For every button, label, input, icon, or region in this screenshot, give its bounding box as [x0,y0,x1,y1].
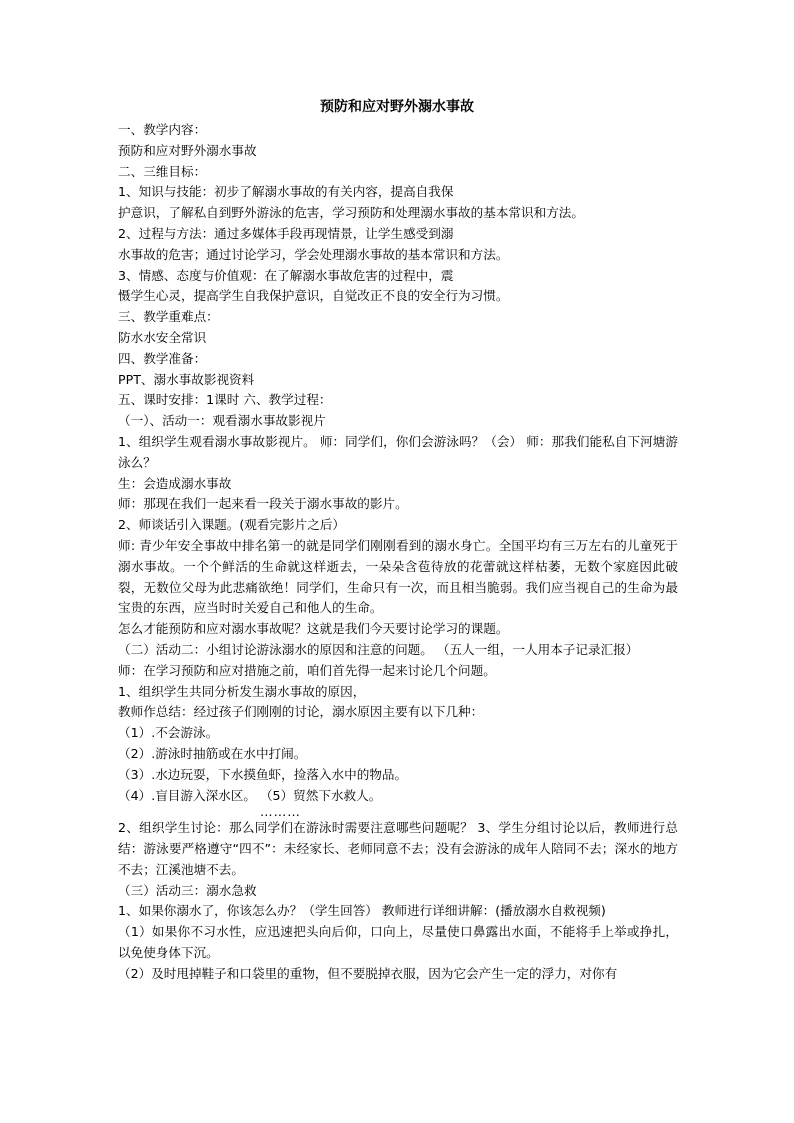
list-item: （4）.盲目游入深水区。 （5）贸然下水救人。 [118,787,382,803]
list-item: （1）.不会游泳。 [118,725,219,741]
paragraph-line: 慑学生心灵，提高学生自我保护意识，自觉改正不良的安全行为习惯。 [118,288,509,304]
section-heading: 四、教学准备： [118,350,207,366]
activity-heading: （二）活动二：小组讨论游泳溺水的原因和注意的问题。 （五人一组，一人用本子记录汇报） [118,641,639,657]
paragraph-line: 1、组织学生共同分析发生溺水事故的原因， [118,683,366,699]
activity-heading: （一）、活动一：观看溺水事故影视片 [118,413,326,429]
section-heading: 三、教学重难点： [118,309,219,325]
document-title: 预防和应对野外溺水事故 [320,99,474,115]
paragraph-line: 师：在学习预防和应对措施之前，咱们首先得一起来讨论几个问题。 [118,662,496,678]
paragraph-line: 1、知识与技能：初步了解溺水事故的有关内容，提高自我保 [118,184,454,200]
paragraph-line: 1、如果你溺水了，你该怎么办？（学生回答） 教师进行详细讲解：(播放溺水自救视频) [118,903,606,919]
activity-heading: （三）活动三：溺水急救 [118,882,257,898]
section-heading: 一、教学内容： [118,122,207,137]
paragraph: 师: 青少年安全事故中排名第一的就是同学们刚刚看到的溺水身亡。全国平均有三万左右的儿童死于溺水事故。一个个鲜活的生命就这样逝去，一朵朵含苞待放的花蕾就这样枯萎，无数个家庭因此破裂，无数位父母为此悲痛欲绝！同学们，生命只有一次，而且相当脆弱。我们应当视自己的生命为最宝贵的东西，应当时时关爱自己和他人的生命。 [118,537,678,616]
paragraph-line: PPT、溺水事故影视资料 [118,371,255,387]
paragraph: （1）如果你不习水性，应迅速把头向后仰，口向上，尽量使口鼻露出水面，不能将手上举或挣扎，以免使身体下沉。 [118,924,678,961]
list-item: （3）.水边玩耍，下水摸鱼虾，捡落入水中的物品。 [118,766,408,782]
ellipsis: ……… [260,804,301,820]
paragraph-line: 防水水安全常识 [118,329,207,345]
paragraph: 1、组织学生观看溺水事故影视片。 师：同学们，你们会游泳吗？（会） 师：那我们能私自下河塘游泳么？ [118,433,678,470]
paragraph-line: 教师作总结：经过孩子们刚刚的讨论，溺水原因主要有以下几种： [118,704,484,720]
paragraph-line: 怎么才能预防和应对溺水事故呢？这就是我们今天要讨论学习的课题。 [118,621,509,637]
section-heading: 二、三维目标： [118,163,207,179]
section-heading: 五、课时安排：1课时 六、教学过程： [118,392,332,408]
paragraph-line: 生：会造成溺水事故 [118,475,232,491]
paragraph-line: 师：那现在我们一起来看一段关于溺水事故的影片。 [118,496,408,512]
paragraph-line: 2、过程与方法：通过多媒体手段再现情景，让学生感受到溺 [118,225,454,241]
paragraph-line: 护意识，了解私自到野外游泳的危害，学习预防和处理溺水事故的基本常识和方法。 [118,205,584,221]
paragraph-line: 3、情感、态度与价值观：在了解溺水事故危害的过程中，震 [118,267,454,283]
paragraph-line: 2、师谈话引入课题。(观看完影片之后） [118,517,346,533]
paragraph-line: 水事故的危害；通过讨论学习，学会处理溺水事故的基本常识和方法。 [118,246,509,262]
paragraph: 2、组织学生讨论：那么同学们在游泳时需要注意哪些问题呢？ 3、学生分组讨论以后，教师进行总结：游泳要严格遵守“四不”：未经家长、老师同意不去；没有会游泳的成年人陪同不去；深水的地方不去；江溪池塘不去。 [118,820,678,877]
paragraph-line: （2）及时甩掉鞋子和口袋里的重物，但不要脱掉衣服，因为它会产生一定的浮力，对你有 [118,965,618,981]
list-item: （2）.游泳时抽筋或在水中打闹。 [118,745,307,761]
document-body [118,120,678,985]
paragraph-line: 预防和应对野外溺水事故 [118,142,257,158]
